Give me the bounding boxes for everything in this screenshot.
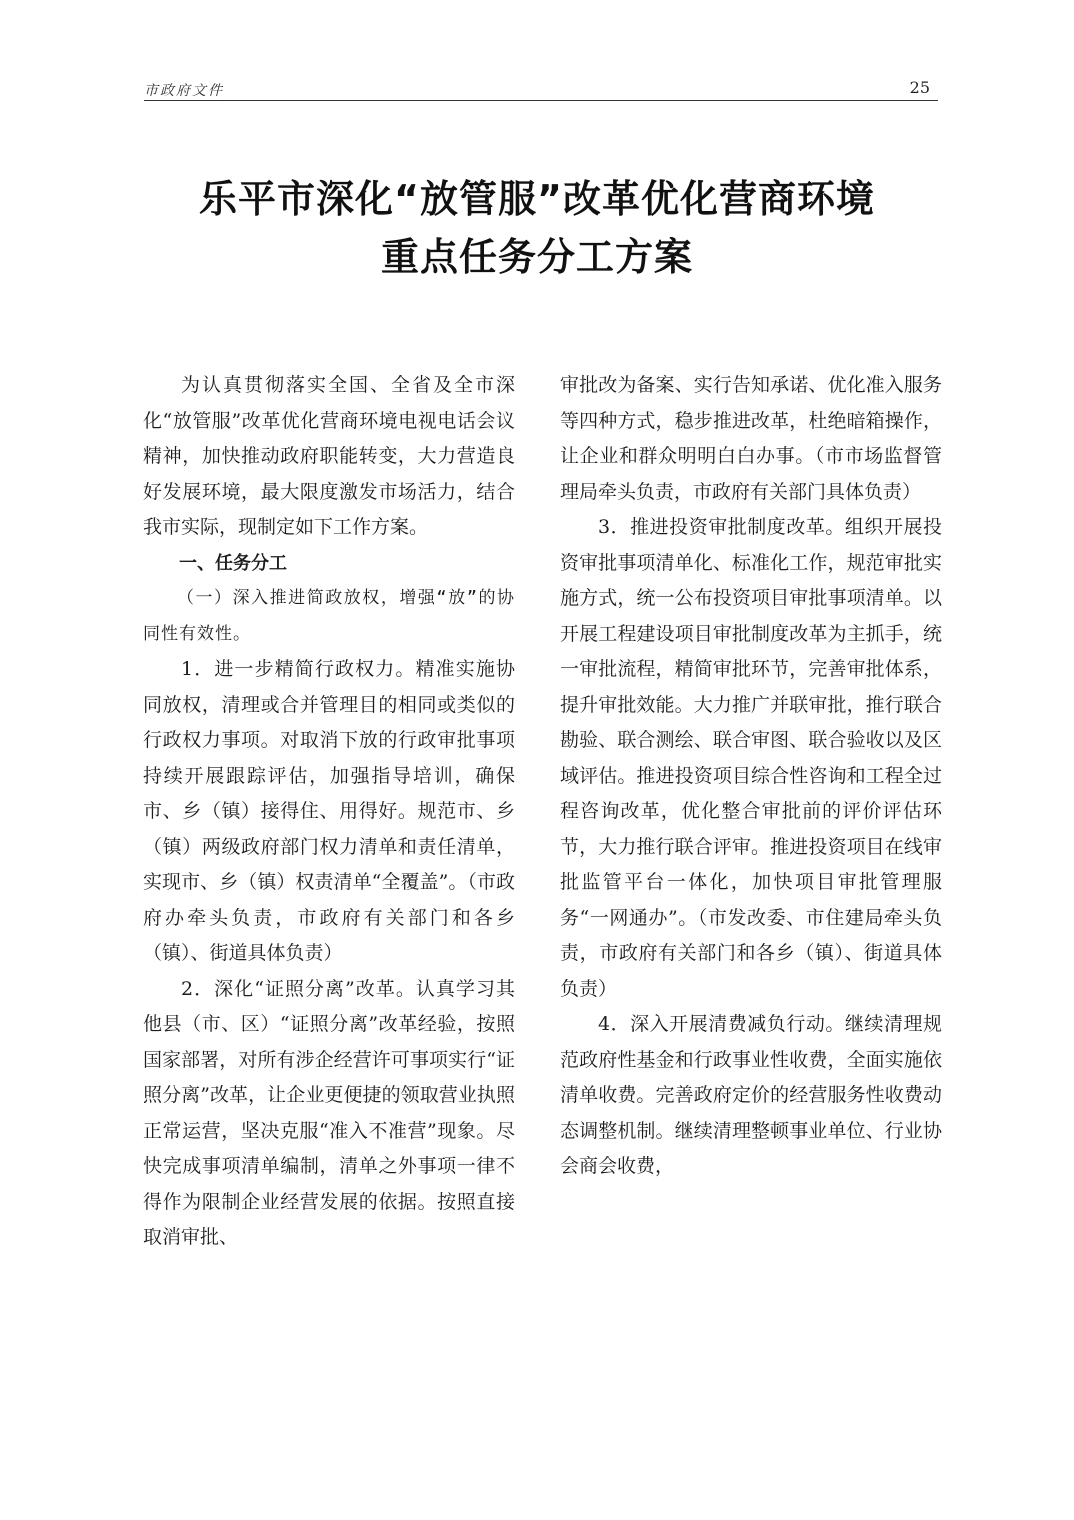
intro-paragraph: 为认真贯彻落实全国、全省及全市深化“放管服”改革优化营商环境电视电话会议精神，加快推动政府职能转变，大力营造良好发展环境，最大限度激发市场活力，结合我市实际，现制定如下工作方案。 bbox=[143, 374, 515, 538]
subsection-heading: （一）深入推进简政放权，增强“放”的协同性有效性。 bbox=[143, 588, 515, 644]
right-column bbox=[560, 368, 942, 1185]
left-column bbox=[143, 368, 515, 1256]
section-heading: 一、任务分工 bbox=[179, 552, 287, 574]
document-title-line-1: 乐平市深化“放管服”改革优化营商环境 bbox=[199, 177, 875, 221]
item-paragraph-4: 4．深入开展清费减负行动。继续清理规范政府性基金和行政事业性收费，全面实施依清单收费。完善政府定价的经营服务性收费动态调整机制。继续清理整顿事业单位、行业协会商会收费， bbox=[560, 1013, 942, 1177]
page-number: 25 bbox=[909, 78, 930, 97]
item-paragraph-2: 2．深化“证照分离”改革。认真学习其他县（市、区）“证照分离”改革经验，按照国家部署，对所有涉企经营许可事项实行“证照分离”改革，让企业更便捷的领取营业执照正常运营，坚决克服“准入不准营”现象。尽快完成事项清单编制，清单之外事项一律不得作为限制企业经营发展的依据。按照直接取消审批、 bbox=[143, 977, 515, 1248]
item-paragraph-2-continued: 审批改为备案、实行告知承诺、优化准入服务等四种方式，稳步推进改革，杜绝暗箱操作，让企业和群众明明白白办事。（市市场监督管理局牵头负责，市政府有关部门具体负责） bbox=[560, 374, 942, 503]
running-header bbox=[144, 80, 938, 101]
item-paragraph-3: 3．推进投资审批制度改革。组织开展投资审批事项清单化、标准化工作，规范审批实施方式，统一公布投资项目审批事项清单。以开展工程建设项目审批制度改革为主抓手，统一审批流程，精简审批环节，完善审批体系，提升审批效能。大力推广并联审批，推行联合勘验、联合测绘、联合审图、联合验收以及区域评估。推进投资项目综合性咨询和工程全过程咨询改革，优化整合审批前的评价评估环节，大力推行联合评审。推进投资项目在线审批监管平台一体化，加快项目审批管理服务“一网通办”。（市发改委、市住建局牵头负责，市政府有关部门和各乡（镇）、街道具体负责） bbox=[560, 516, 942, 1000]
document-title-line-2: 重点任务分工方案 bbox=[380, 235, 693, 279]
document-series-label: 市政府文件 bbox=[144, 83, 224, 99]
item-paragraph-1: 1．进一步精简行政权力。精准实施协同放权，清理或合并管理目的相同或类似的行政权力事项。对取消下放的行政审批事项持续开展跟踪评估，加强指导培训，确保市、乡（镇）接得住、用得好。规范市、乡（镇）两级政府部门权力清单和责任清单，实现市、乡（镇）权责清单“全覆盖”。（市政府办牵头负责，市政府有关部门和各乡（镇）、街道具体负责） bbox=[143, 658, 515, 964]
